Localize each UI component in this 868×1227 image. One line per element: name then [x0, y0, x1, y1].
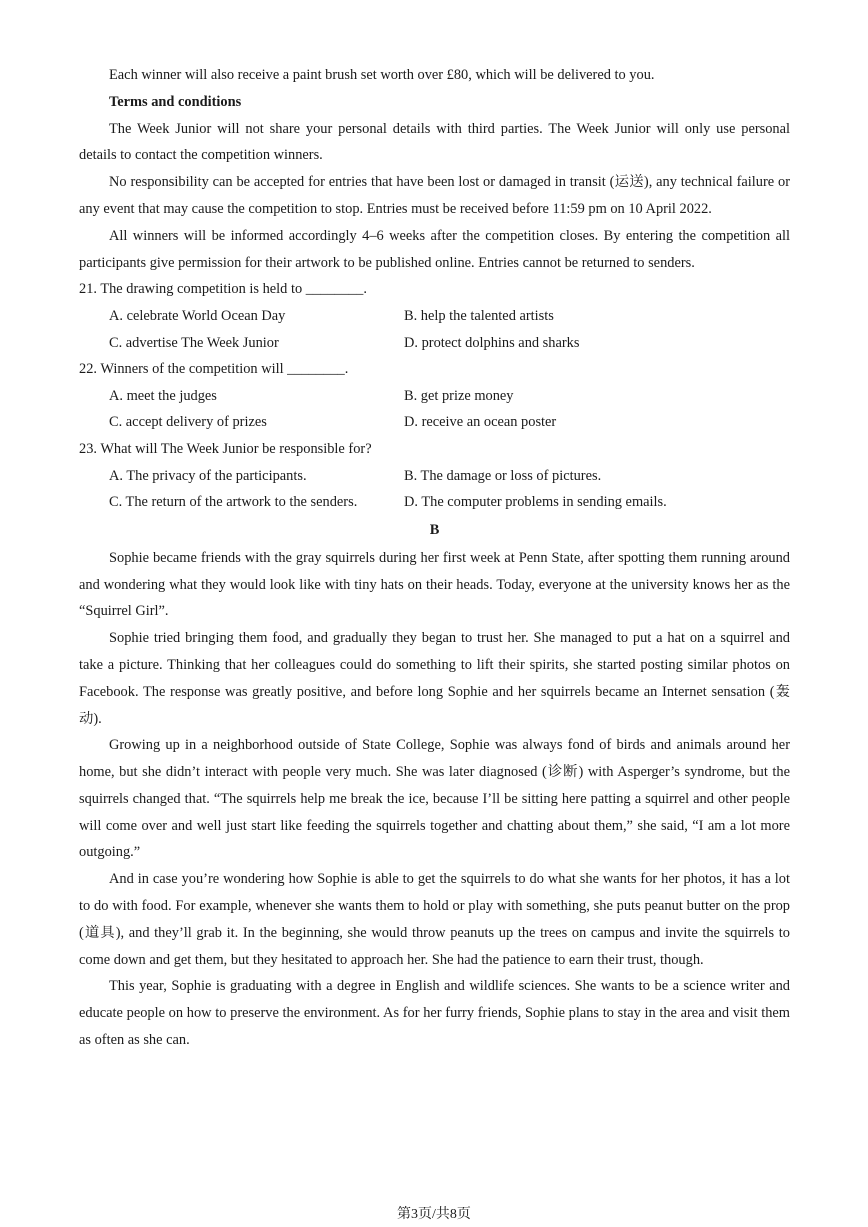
- question-stem: 21. The drawing competition is held to ________.: [79, 281, 367, 298]
- passage-b-paragraph-2: Sophie tried bringing them food, and gradually they began to trust her. She managed to put a hat on a squirrel and take a picture. Thinking that her colleagues could do something to lift their spirits, she started posting similar photos on Facebook. The response was greatly positive, and before long Sophie and her squirrels became an Internet sensation (轰动).: [79, 630, 790, 727]
- option-d: D. The computer problems in sending emails.: [404, 494, 667, 511]
- question-options: [79, 463, 790, 516]
- question-21: [79, 276, 790, 356]
- passage-b-paragraph-5: This year, Sophie is graduating with a degree in English and wildlife sciences. She wants to be a science writer and educate people on how to preserve the environment. As for her furry friends, Sophie plans to stay in the area and visit them as often as she can.: [79, 978, 790, 1049]
- terms-paragraph-2: No responsibility can be accepted for entries that have been lost or damaged in transit (运送), any technical failure or any event that may cause the competition to stop. Entries must be received before 11:59 pm on 10 April 2022.: [79, 174, 790, 217]
- question-22: [79, 356, 790, 436]
- option-d: D. receive an ocean poster: [404, 414, 557, 431]
- section-b-heading: B: [429, 521, 440, 538]
- option-b: B. The damage or loss of pictures.: [404, 467, 602, 484]
- option-a: A. celebrate World Ocean Day: [109, 307, 286, 324]
- question-options: [79, 303, 790, 356]
- passage-b-paragraph-1: Sophie became friends with the gray squirrels during her first week at Penn State, after spotting them running around and wondering what they would look like with tiny hats on their heads. Today, everyone at the university knows her as the “Squirrel Girl”.: [79, 549, 790, 620]
- page-number: 第3页/共8页: [397, 1207, 471, 1222]
- question-23: [79, 436, 790, 516]
- option-b: B. help the talented artists: [404, 307, 554, 324]
- terms-paragraph-3: All winners will be informed accordingly 4–6 weeks after the competition closes. By entering the competition all participants give permission for their artwork to be published online. Entries cannot be returned to senders.: [79, 227, 790, 271]
- question-options: [79, 383, 790, 436]
- question-stem: 22. Winners of the competition will ________.: [79, 361, 349, 378]
- terms-heading: Terms and conditions: [109, 93, 242, 110]
- terms-paragraph-1: The Week Junior will not share your personal details with third parties. The Week Junior will only use personal details to contact the competition winners.: [79, 120, 790, 164]
- option-c: C. accept delivery of prizes: [109, 414, 267, 431]
- passage-b-paragraph-3: Growing up in a neighborhood outside of State College, Sophie was always fond of birds and animals around her home, but she didn’t interact with people very much. She was later diagnosed (诊断) with Asperger’s syndrome, but the squirrels changed that. “The squirrels help me break the ice, because I’ll be sitting here patting a squirrel and other people will come over and well just start like feeding the squirrels together and chatting about them,” she said, “I am a lot more outgoing.”: [79, 737, 790, 861]
- option-c: C. The return of the artwork to the senders.: [109, 494, 358, 511]
- option-b: B. get prize money: [404, 387, 514, 404]
- option-c: C. advertise The Week Junior: [109, 334, 279, 351]
- passage-b-paragraph-4: And in case you’re wondering how Sophie is able to get the squirrels to do what she wants for her photos, it has a lot to do with food. For example, whenever she wants them to hold or play with something, she puts peanut butter on the prop (道具), and they’ll grab it. In the beginning, she would throw peanuts up the trees on campus and invite the squirrels to come down and get them, but they hesitated to approach her. She had the patience to earn their trust, though.: [79, 871, 790, 968]
- prize-paragraph: Each winner will also receive a paint brush set worth over £80, which will be delivered to you.: [109, 67, 655, 83]
- question-stem: 23. What will The Week Junior be responsible for?: [79, 440, 372, 457]
- page-content: [79, 62, 790, 1054]
- option-a: A. meet the judges: [109, 387, 217, 404]
- option-d: D. protect dolphins and sharks: [404, 334, 580, 351]
- option-a: A. The privacy of the participants.: [109, 467, 307, 484]
